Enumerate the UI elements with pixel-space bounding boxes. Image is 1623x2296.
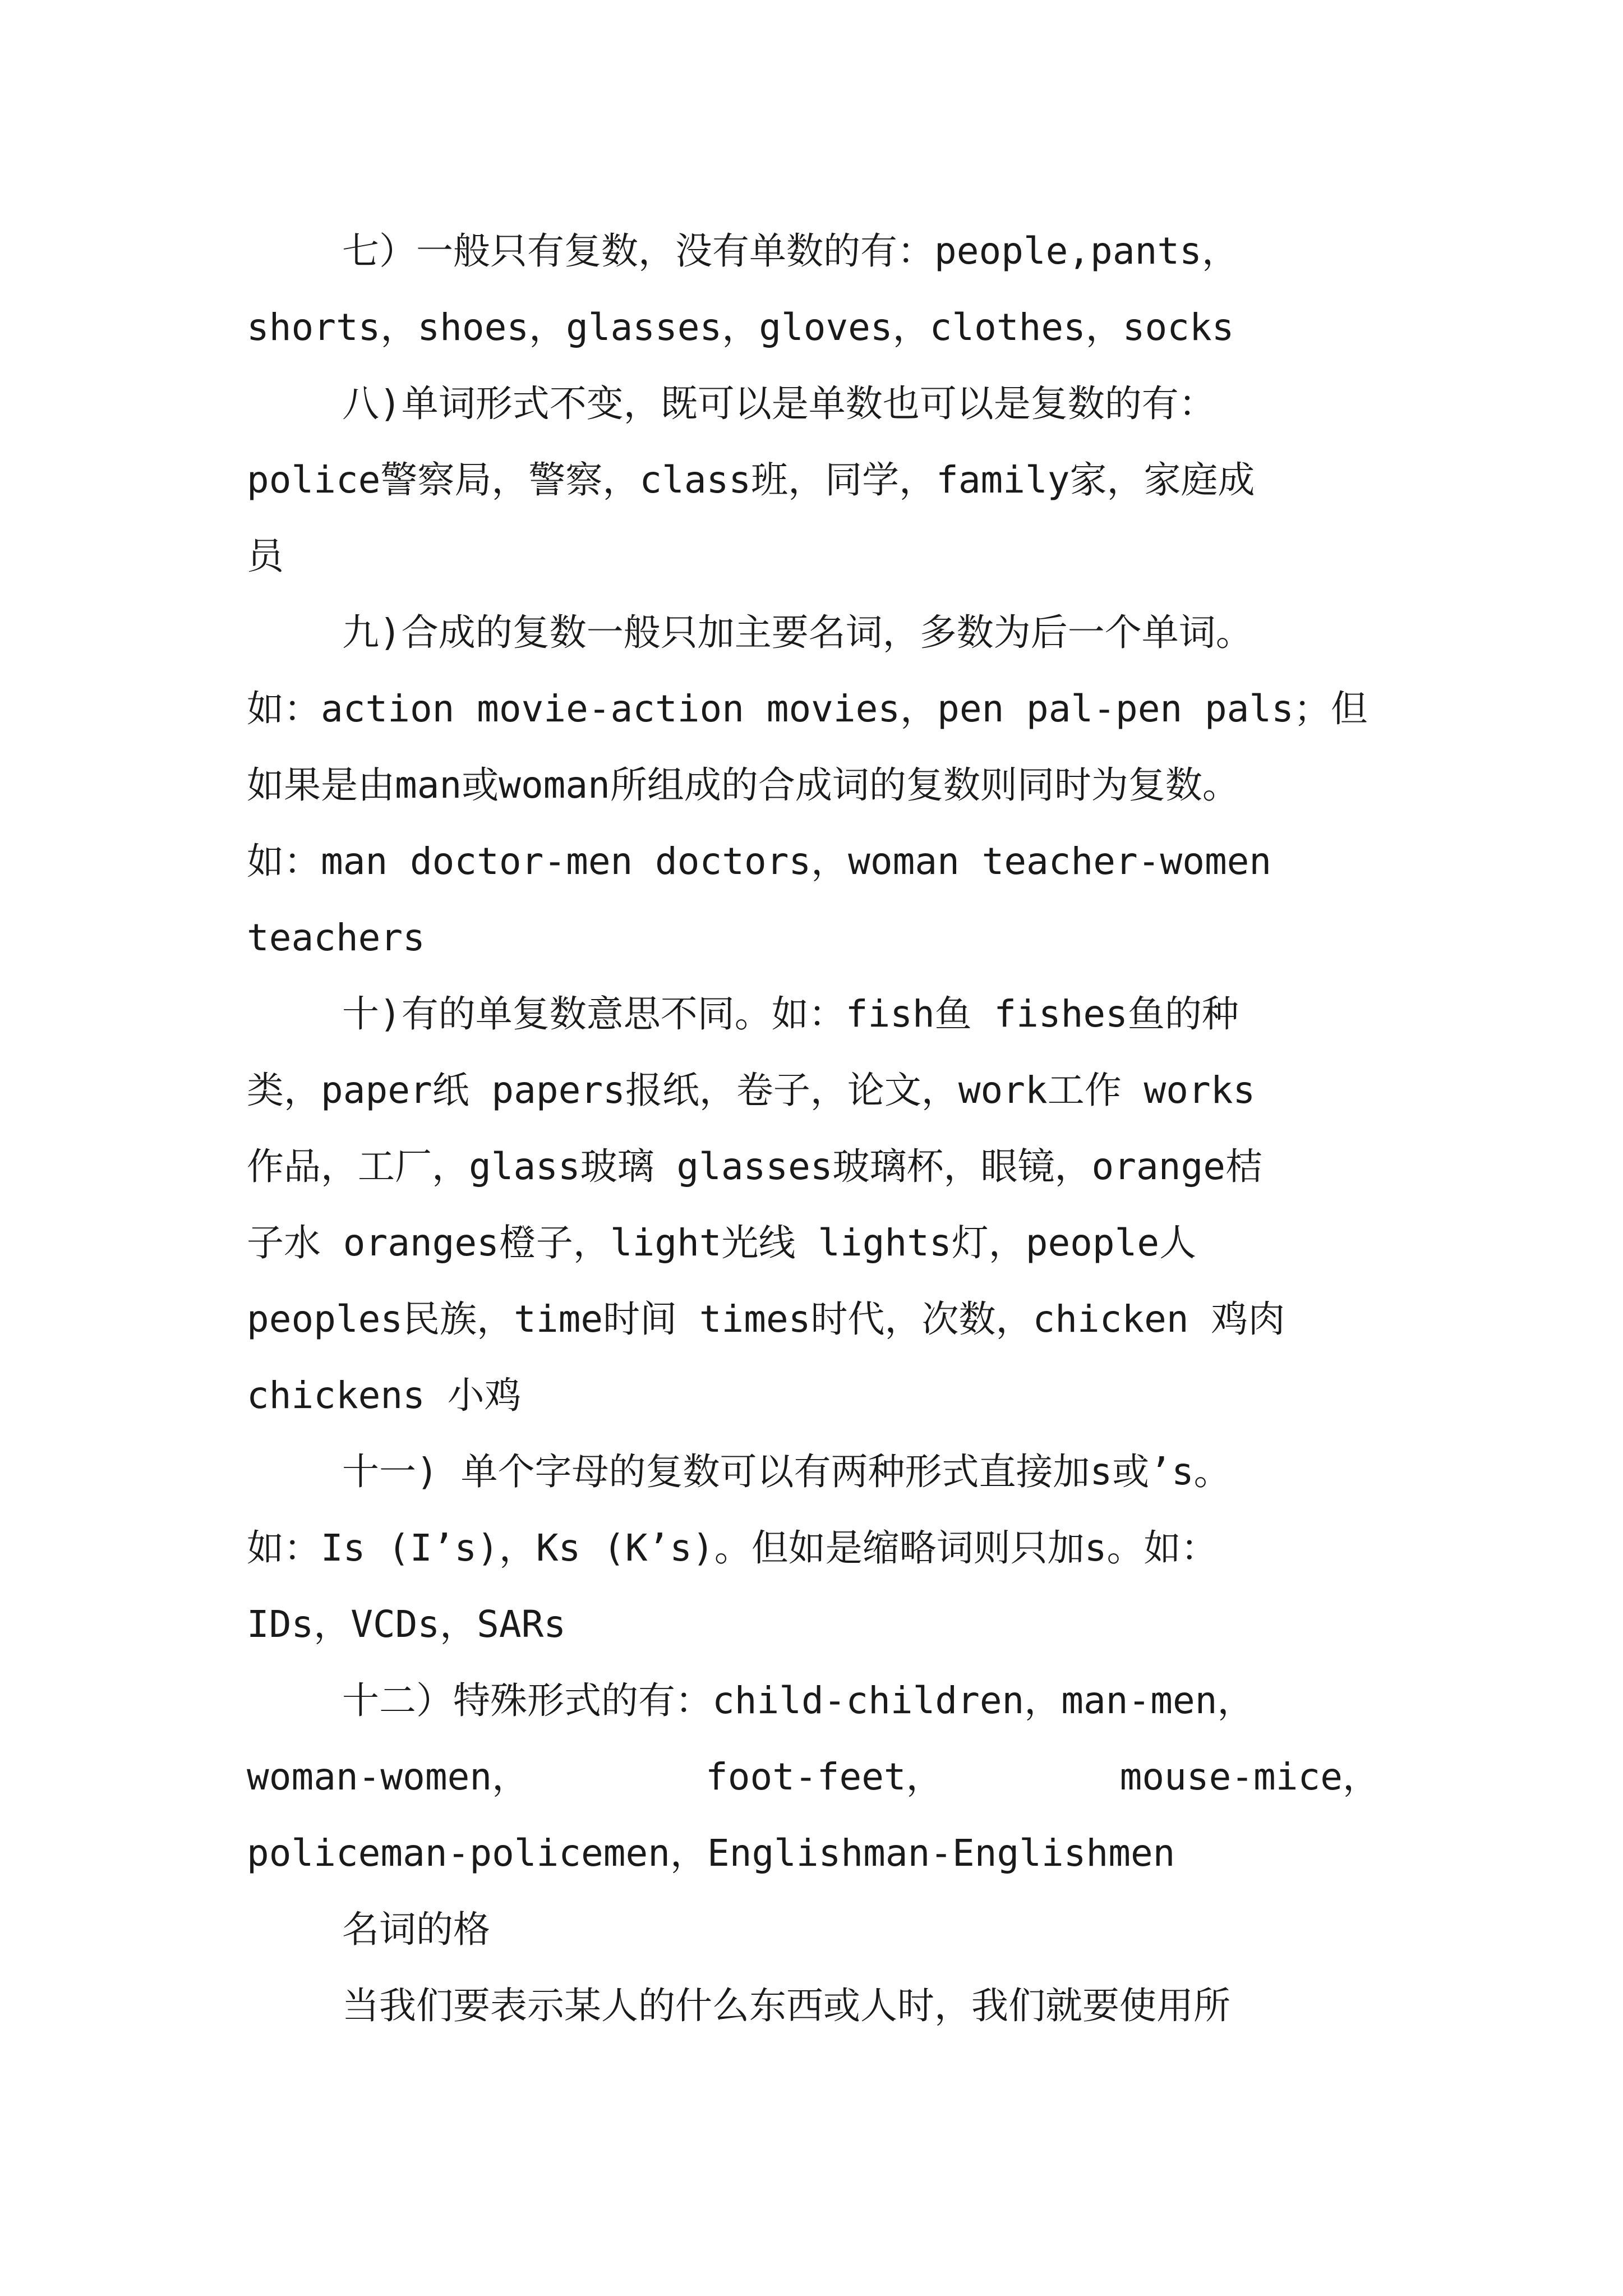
document-body — [247, 213, 1380, 2044]
paragraph-12-line-2-part-2: foot-feet， — [706, 1755, 943, 1798]
paragraph-9-line-4: 如：man doctor-men doctors，woman teacher-women — [247, 840, 1272, 883]
paragraph-9-line-3: 如果是由man或woman所组成的合成词的复数则同时为复数。 — [247, 763, 1239, 807]
paragraph-12-line-2-part-1: woman-women， — [247, 1755, 529, 1798]
paragraph-11-line-2: 如：Is (I’s)，Ks (K’s)。但如是缩略词则只加s。如： — [247, 1526, 1218, 1570]
section-heading: 名词的格 — [342, 1908, 490, 1951]
paragraph-10-line-3: 作品，工厂，glass玻璃 glasses玻璃杯，眼镜，orange桔 — [247, 1145, 1262, 1188]
paragraph-12-line-2 — [247, 1739, 1380, 1815]
paragraph-10-line-1: 十)有的单复数意思不同。如：fish鱼 fishes鱼的种 — [342, 992, 1239, 1036]
paragraph-10-line-5: peoples民族，time时间 times时代，次数，chicken 鸡肉 — [247, 1297, 1285, 1341]
section-paragraph-line-1: 当我们要表示某人的什么东西或人时，我们就要使用所 — [342, 1984, 1230, 2027]
paragraph-8-line-3: 员 — [247, 535, 284, 578]
paragraph-9-line-2: 如：action movie-action movies，pen pal-pen pals；但 — [247, 687, 1368, 730]
paragraph-10-line-2: 类，paper纸 papers报纸，卷子，论文，work工作 works — [247, 1069, 1256, 1112]
paragraph-12-line-1: 十二）特殊形式的有：child-children，man-men， — [342, 1679, 1255, 1722]
paragraph-12-line-3: policeman-policemen，Englishman-Englishmen — [247, 1832, 1175, 1875]
paragraph-11-line-3: IDs，VCDs，SARs — [247, 1603, 566, 1646]
paragraph-10-line-4: 子水 oranges橙子，light光线 lights灯，people人 — [247, 1221, 1197, 1264]
paragraph-11-line-1: 十一) 单个字母的复数可以有两种形式直接加s或’s。 — [342, 1450, 1231, 1493]
paragraph-10-line-6: chickens 小鸡 — [247, 1374, 522, 1417]
paragraph-8-line-2: police警察局，警察，class班，同学，family家，家庭成 — [247, 458, 1255, 501]
paragraph-9-line-1: 九)合成的复数一般只加主要名词，多数为后一个单词。 — [342, 611, 1253, 654]
paragraph-12-line-2-part-3: mouse-mice， — [1119, 1755, 1380, 1798]
paragraph-7-line-1: 七）一般只有复数，没有单数的有：people,pants， — [342, 229, 1239, 273]
paragraph-7-line-2: shorts，shoes，glasses，gloves，clothes，socks — [247, 306, 1234, 349]
paragraph-9-line-5: teachers — [247, 916, 425, 959]
paragraph-8-line-1: 八)单词形式不变，既可以是单数也可以是复数的有： — [342, 382, 1216, 425]
